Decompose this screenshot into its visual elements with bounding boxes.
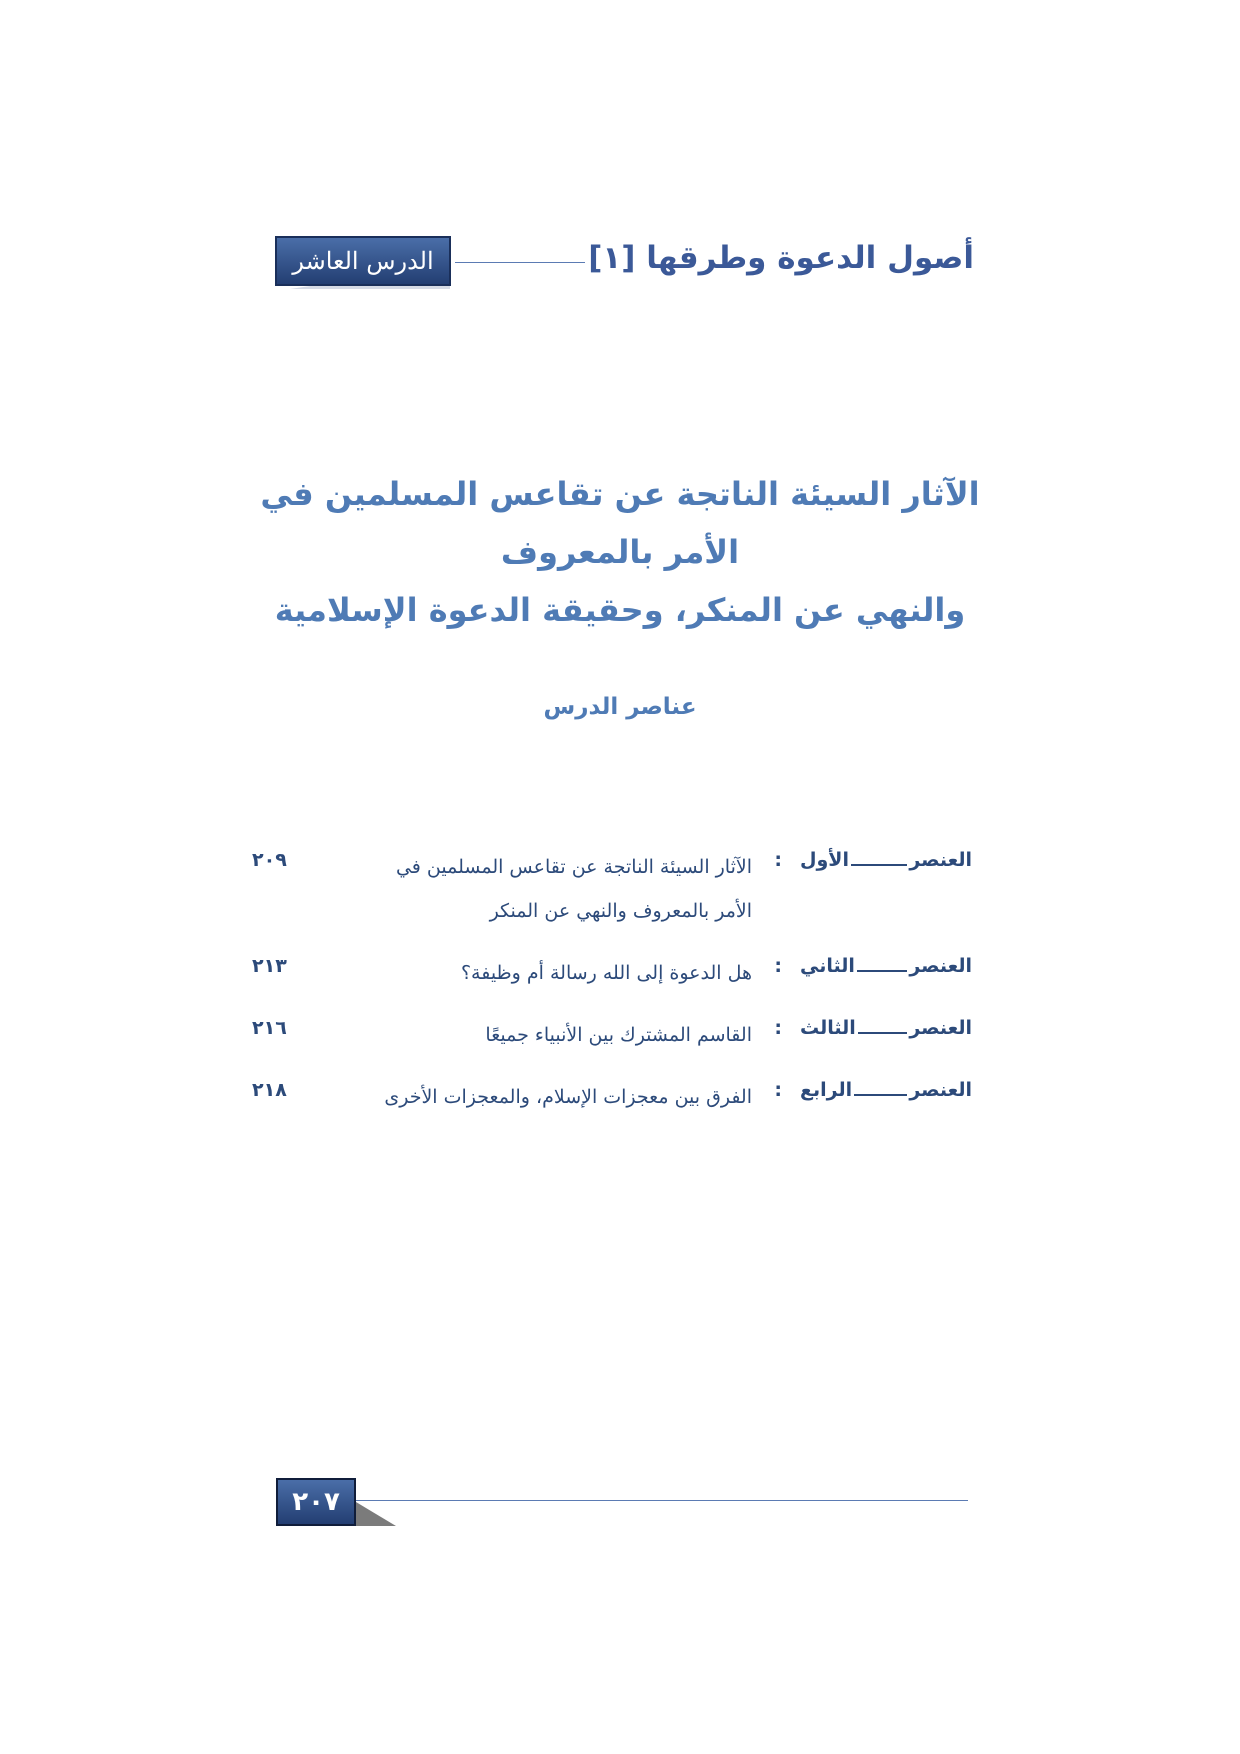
lesson-badge: الدرس العاشر [275, 236, 451, 286]
lesson-title-line-1: الآثار السيئة الناتجة عن تقاعس المسلمين في الأمر بالمعروف [260, 475, 980, 571]
toc-page-number: ٢١٣ [252, 955, 287, 977]
footer-rule [356, 1500, 968, 1501]
toc-colon: : [774, 849, 782, 871]
toc-page-number: ٢٠٩ [252, 849, 287, 871]
footer-badge-shadow [356, 1502, 396, 1526]
toc-description: هل الدعوة إلى الله رسالة أم وظيفة؟ [460, 962, 752, 984]
header-rule [455, 262, 585, 263]
toc-label: العنصر الثاني [800, 955, 972, 977]
toc-description: الآثار السيئة الناتجة عن تقاعس المسلمين في الأمر بالمعروف والنهي عن المنكر [395, 856, 752, 922]
page-number-badge: ٢٠٧ [276, 1478, 356, 1526]
toc-colon: : [774, 1017, 782, 1039]
toc-description: القاسم المشترك بين الأنبياء جميعًا [485, 1024, 752, 1046]
toc-label: العنصر الأول [800, 849, 972, 871]
label-connector [854, 1094, 907, 1096]
toc-colon: : [774, 1079, 782, 1101]
lesson-title-line-2: والنهي عن المنكر، وحقيقة الدعوة الإسلامية [274, 591, 966, 629]
elements-heading: عناصر الدرس [543, 694, 697, 720]
toc-label: العنصر الثالث [800, 1017, 972, 1039]
toc-description: الفرق بين معجزات الإسلام، والمعجزات الأخرى [384, 1086, 752, 1108]
label-connector [858, 1032, 908, 1034]
label-connector [857, 970, 907, 972]
toc-row-4[interactable] [252, 1075, 972, 1171]
toc-page-number: ٢١٦ [252, 1017, 287, 1039]
book-title: أصول الدعوة وطرقها [١] [588, 240, 974, 276]
toc-row-1[interactable] [252, 845, 972, 941]
toc-page-number: ٢١٨ [252, 1079, 287, 1101]
label-connector [851, 864, 907, 866]
toc-colon: : [774, 955, 782, 977]
toc-label: العنصر الرابع [800, 1079, 972, 1101]
lesson-title [260, 465, 980, 639]
